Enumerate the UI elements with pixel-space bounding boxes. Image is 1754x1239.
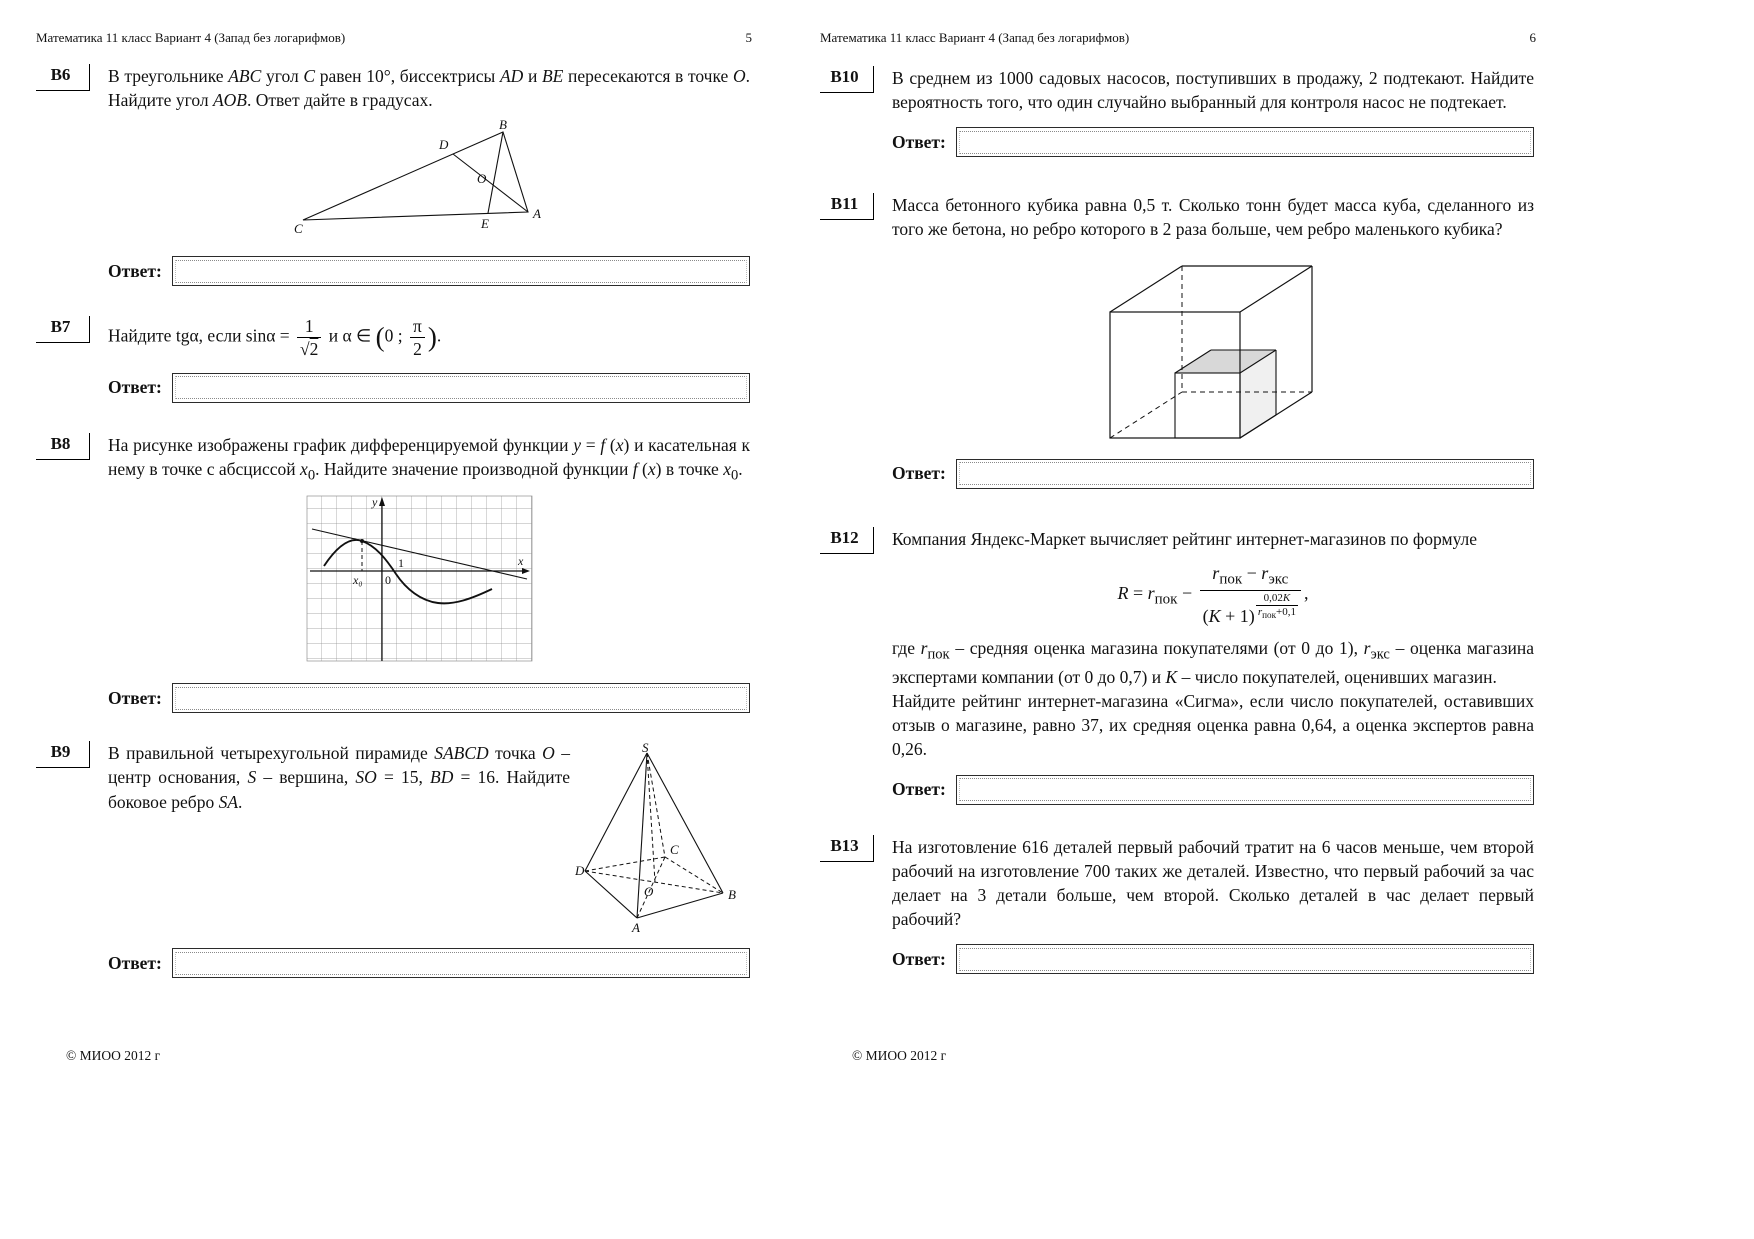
label-origin: 0 bbox=[385, 573, 391, 588]
label-A: A bbox=[632, 920, 640, 936]
label-O: O bbox=[644, 884, 654, 900]
label-B: B bbox=[499, 120, 507, 133]
problem-intro-b12: Компания Яндекс-Маркет вычисляет рейтинг интернет-магазинов по формуле bbox=[892, 528, 1478, 549]
answer-box-b7 bbox=[172, 373, 750, 403]
answer-row-b8 bbox=[108, 683, 750, 713]
problem-text-b6: В треугольнике ABC угол C равен 10°, биссектрисы AD и BE пересекаются в точке O. Найдите угол AOB. Ответ дайте в градусах. bbox=[108, 66, 750, 111]
label-x0: x₀ bbox=[353, 573, 363, 588]
label-C: C bbox=[294, 221, 303, 237]
pyramid-figure bbox=[570, 741, 750, 935]
answer-label: Ответ: bbox=[892, 131, 946, 152]
answer-label: Ответ: bbox=[108, 260, 162, 281]
answer-row-b11 bbox=[892, 459, 1534, 489]
label-y-axis: y bbox=[372, 495, 378, 510]
answer-box-b6 bbox=[172, 256, 750, 286]
answer-label: Ответ: bbox=[892, 463, 946, 484]
answer-row-b9 bbox=[108, 948, 750, 978]
problem-b8 bbox=[36, 433, 752, 714]
problem-text-b10: В среднем из 1000 садовых насосов, поступивших в продажу, 2 подтекают. Найдите вероятность того, что один случайно выбранный для контроля насос не подтекает. bbox=[892, 68, 1534, 113]
answer-row-b6 bbox=[108, 256, 750, 286]
problem-label-b13: В13 bbox=[820, 835, 874, 862]
label-D: D bbox=[439, 137, 449, 153]
problem-b11 bbox=[820, 193, 1536, 488]
problem-b6 bbox=[36, 64, 752, 286]
problem-task-b12: Найдите рейтинг интернет-магазина «Сигма», если число покупателей, оставивших отзыв о магазине, равно 37, их средняя оценка равна 0,64, а оценка экспертов равна 0,26. bbox=[892, 691, 1534, 760]
label-B: B bbox=[728, 887, 736, 903]
problem-text-b9: В правильной четырехугольной пирамиде SABCD точка O – центр основания, S – вершина, SO = 15, BD = 16. Найдите боковое ребро SA. bbox=[108, 743, 570, 812]
page-number: 5 bbox=[745, 30, 752, 45]
answer-box-b8 bbox=[172, 683, 750, 713]
page-footer-left: © МИОО 2012 г bbox=[66, 1048, 161, 1063]
page-header-left bbox=[36, 30, 752, 46]
label-one: 1 bbox=[398, 556, 404, 571]
answer-box-b11 bbox=[956, 459, 1534, 489]
problem-text-b8: На рисунке изображены график дифференцируемой функции y = f (x) и касательная к нему в точке с абсциссой $x_0$. Найдите значение производной функции f (x) в точке $x_0$. bbox=[108, 434, 751, 484]
answer-label: Ответ: bbox=[108, 952, 162, 973]
problem-label-b9: В9 bbox=[36, 741, 90, 768]
triangle-svg bbox=[293, 120, 548, 238]
answer-label: Ответ: bbox=[892, 948, 946, 969]
label-D: D bbox=[575, 863, 585, 879]
function-graph-figure bbox=[306, 493, 750, 670]
answer-row-b12 bbox=[892, 775, 1534, 805]
triangle-figure bbox=[293, 120, 750, 243]
label-S: S bbox=[642, 743, 649, 756]
problem-text-b7: Найдите tgα, если sinα = $\frac{1}{√2}$ и α ∈ (0 ; $\frac{\pi}{2}$ ). bbox=[108, 316, 442, 360]
problem-label-b10: В10 bbox=[820, 66, 874, 93]
problem-b7 bbox=[36, 316, 752, 402]
problem-label-b8: В8 bbox=[36, 433, 90, 460]
page-right bbox=[820, 0, 1536, 1239]
function-graph-svg bbox=[306, 493, 534, 665]
rating-formula: $R = r_{пок}$ − $r_{пок} - r_{экс}$ (K + 1) 0,02K $r_{пок}+0,1$ , bbox=[1117, 562, 1309, 626]
answer-row-b10 bbox=[892, 127, 1534, 157]
problem-label-b6: В6 bbox=[36, 64, 90, 91]
label-x-axis: x bbox=[518, 554, 524, 569]
problem-where-b12: где $r_{пок}$ – средняя оценка магазина покупателями (от 0 до 1), $r_{экс}$ – оценка магазина экспертами компании (от 0 до 0,7) и K – число покупателей, оценивших магазин. bbox=[892, 638, 1534, 687]
problem-text-b11: Масса бетонного кубика равна 0,5 т. Сколько тонн будет масса куба, сделанного из того же бетона, но ребро которого в 2 раза больше, чем ребро маленького кубика? bbox=[892, 195, 1534, 240]
problem-text-b13: На изготовление 616 деталей первый рабочий тратит на 6 часов меньше, чем второй рабочий на изготовление 700 таких же деталей. Известно, что первый рабочий за час делает на 3 детали больше, чем второй. Сколько деталей в час делает первый рабочий? bbox=[892, 836, 1534, 929]
header-title: Математика 11 класс Вариант 4 (Запад без логарифмов) bbox=[36, 30, 346, 45]
page-number: 6 bbox=[1529, 30, 1536, 45]
answer-box-b13 bbox=[956, 944, 1534, 974]
pyramid-svg bbox=[575, 743, 745, 935]
page-header-right bbox=[820, 30, 1536, 46]
cube-svg bbox=[1088, 250, 1338, 446]
label-O: O bbox=[477, 171, 487, 187]
problem-label-b12: В12 bbox=[820, 527, 874, 554]
cube-figure bbox=[892, 250, 1534, 446]
answer-row-b7 bbox=[108, 373, 750, 403]
answer-box-b12 bbox=[956, 775, 1534, 805]
problem-b13 bbox=[820, 835, 1536, 975]
label-A: A bbox=[533, 206, 541, 222]
problem-b12 bbox=[820, 527, 1536, 805]
answer-label: Ответ: bbox=[892, 779, 946, 799]
label-C: C bbox=[670, 842, 679, 858]
answer-label: Ответ: bbox=[108, 687, 162, 708]
header-title: Математика 11 класс Вариант 4 (Запад без логарифмов) bbox=[820, 30, 1130, 45]
problem-b9 bbox=[36, 741, 752, 978]
problem-label-b7: В7 bbox=[36, 316, 90, 343]
answer-row-b13 bbox=[892, 944, 1534, 974]
answer-box-b10 bbox=[956, 127, 1534, 157]
problem-b10 bbox=[820, 66, 1536, 157]
label-E: E bbox=[481, 216, 489, 232]
page-footer-right: © МИОО 2012 г bbox=[852, 1048, 947, 1063]
answer-label: Ответ: bbox=[108, 377, 162, 398]
problem-label-b11: В11 bbox=[820, 193, 874, 220]
answer-box-b9 bbox=[172, 948, 750, 978]
page-left bbox=[36, 0, 752, 1239]
